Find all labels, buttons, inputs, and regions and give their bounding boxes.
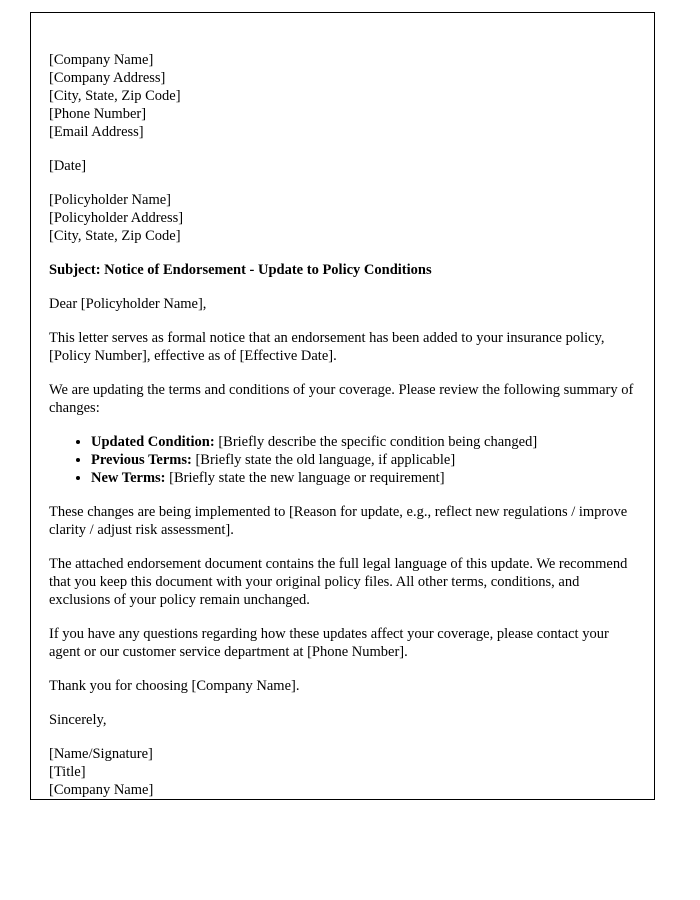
list-item-previous-terms xyxy=(91,451,634,469)
sender-city-state-zip: [City, State, Zip Code] xyxy=(49,88,181,104)
paragraph-attachment: The attached endorsement document contains the full legal language of this update. We recommend that you keep this document with your original policy files. All other terms, conditions, and exclusions of your policy remain unchanged. xyxy=(49,556,628,608)
paragraph-updating-terms: We are updating the terms and conditions of your coverage. Please review the following summary of changes: xyxy=(49,382,634,416)
salutation: Dear [Policyholder Name], xyxy=(49,296,207,312)
signature-name: [Name/Signature] xyxy=(49,746,153,762)
sender-company-address: [Company Address] xyxy=(49,70,166,86)
sender-email-address: [Email Address] xyxy=(49,124,144,140)
bullet-label: Previous Terms: xyxy=(91,452,192,468)
recipient-city-state-zip: [City, State, Zip Code] xyxy=(49,228,181,244)
recipient-address-block xyxy=(49,191,634,245)
paragraph-reason: These changes are being implemented to [Reason for update, e.g., reflect new regulations / improve clarity / adjust risk assessment]. xyxy=(49,504,628,538)
signature-title: [Title] xyxy=(49,764,86,780)
bullet-text: [Briefly describe the specific condition being changed] xyxy=(214,434,538,450)
signature-company: [Company Name] xyxy=(49,782,154,798)
bullet-label: New Terms: xyxy=(91,470,166,486)
date-line: [Date] xyxy=(49,158,87,174)
sender-company-name: [Company Name] xyxy=(49,52,154,68)
paragraph-thank-you: Thank you for choosing [Company Name]. xyxy=(49,678,300,694)
bullet-label: Updated Condition: xyxy=(91,434,215,450)
changes-list xyxy=(49,433,634,487)
signature-block xyxy=(49,745,634,799)
sender-address-block xyxy=(49,51,634,141)
list-item-new-terms xyxy=(91,469,634,487)
closing: Sincerely, xyxy=(49,712,107,728)
bullet-text: [Briefly state the old language, if applicable] xyxy=(191,452,456,468)
sender-phone-number: [Phone Number] xyxy=(49,106,147,122)
letter-page xyxy=(30,12,655,800)
paragraph-notice: This letter serves as formal notice that an endorsement has been added to your insurance policy, [Policy Number], effective as of [Effective Date]. xyxy=(49,330,605,364)
bullet-text: [Briefly state the new language or requirement] xyxy=(165,470,445,486)
list-item-updated-condition xyxy=(91,433,634,451)
subject-line: Subject: Notice of Endorsement - Update to Policy Conditions xyxy=(49,262,432,278)
date-block xyxy=(49,157,634,175)
recipient-name: [Policyholder Name] xyxy=(49,192,172,208)
paragraph-questions: If you have any questions regarding how these updates affect your coverage, please contact your agent or our customer service department at [Phone Number]. xyxy=(49,626,609,660)
recipient-address: [Policyholder Address] xyxy=(49,210,184,226)
